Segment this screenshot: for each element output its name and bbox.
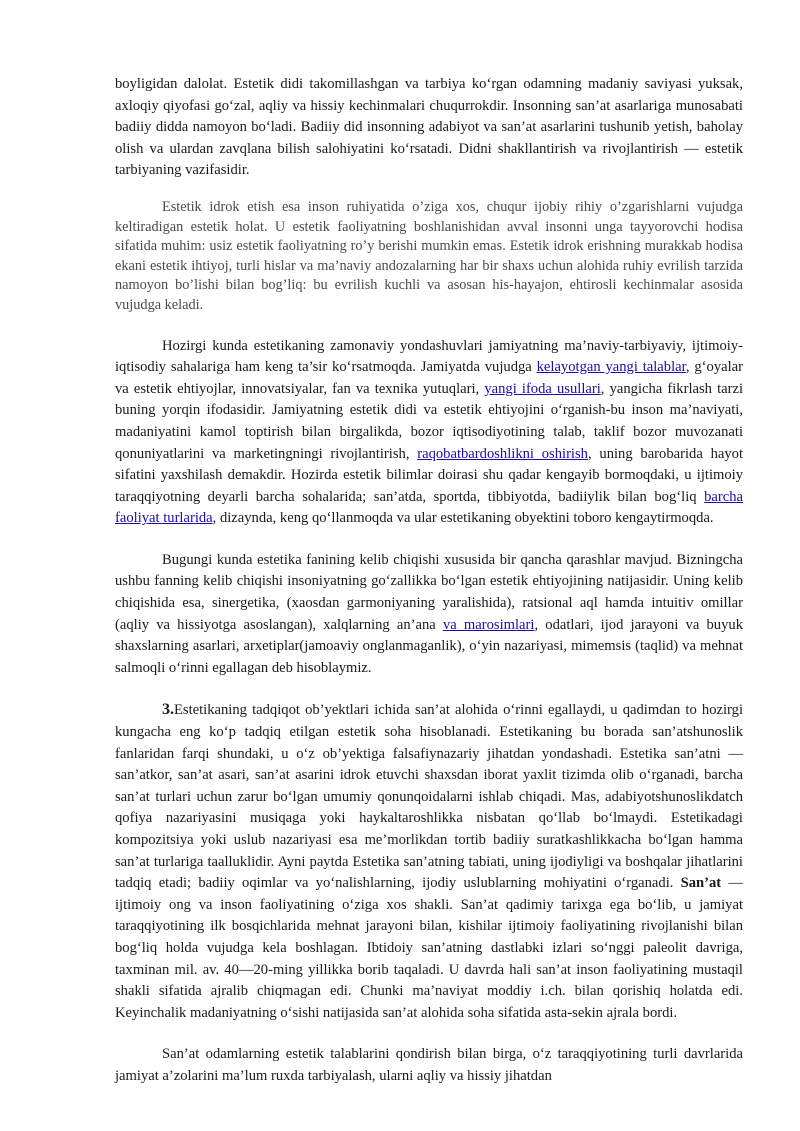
paragraph-art-research [115, 699, 743, 1024]
link-new-expression-methods[interactable]: yangi ifoda usullari [484, 380, 601, 397]
document-page [115, 74, 743, 1108]
text-run: , odatlari, ijod jarayoni va buyuk shaxslarning asarlari, arxetiplar(jamoaviy onglanmaganlik), o‘yin nazariyasi, mimemsis (taqlid) va mehnat salmoqli o‘rinni egallagan deb hisoblaymiz. [115, 616, 743, 676]
paragraph-art-needs: San’at odamlarning estetik talablarini qondirish bilan birga, o‘z taraqqiyotining turli davrlarida jamiyat a’zolarini ma’lum ruxda tarbiyalash, ularni aqliy va hissiy jihatdan [115, 1046, 743, 1084]
link-new-demands[interactable]: kelayotgan yangi talablar [536, 359, 686, 376]
text-run: Estetikaning tadqiqot ob’yektlari ichida san’at alohida o‘rinni egallaydi, u qadimdan to hozirgi kungacha eng ko‘p tadqiq etilgan estetik soha hisoblanadi. Estetikaning bu borada san’atshunoslik fanlaridan farqi shundaki, u o‘z ob’yektiga falsafiynazariy jihatdan yondashadi. Estetika san’atni — san’atkor, san’at asari, san’at asarini idrok etuvchi shaxsdan iborat yaxlit tizimda olib o‘rganadi, barcha san’at turlari uchun zarur bo‘lgan umumiy qonunqoidalarni ishlab chiqadi. Mas, adabiyotshunoslikdatch qofiya nazariyasini musiqaga yoki haykaltaroshlikka nisbatan qo‘llab bo‘lmaydi. Estetikadagi kompozitsiya yoki uslub nazariyasi esa me’morlikdan tortib badiiy suratkashlikkacha bo‘lgan hamma san’at turlariga taalluklidir. Ayni paytda Estetika san’atning tabiati, uning ijodiyligi va boshqalar jihatlarini tadqiq etadi; badiiy oqimlar va yo‘nalishlarning, ijodiy uslublarning mohiyatini o‘rganadi. [115, 702, 743, 892]
section-number: 3. [162, 701, 174, 719]
text-run: , dizaynda, keng qo‘llanmoqda va ular estetikaning obyektini toboro kengaytirmoqda. [212, 510, 714, 527]
text-run: Hozirgi kunda estetikaning zamonaviy yondashuvlari jamiyatning ma’naviy-tarbiyaviy, ijtimoiy-iqtisodiy sahalariga ham keng ta’sir ko‘rsatmoqda. Jamiyatda vujudga [115, 337, 743, 376]
text-run: , yangicha fikrlash tarzi buning yorqin ifodasidir. Jamiyatning estetik didi va estetik ehtiyojini o‘rganish-bu inson ma’naviyati, madaniyatini kamol toptirish bilan birgalikda, bozor iqtisodiyotining talab, taklif bozor muvozanati qonuniyatlarini va marketingningi rivojlantirish, [115, 380, 744, 462]
link-competitiveness[interactable]: raqobatbardoshlikni oshirish [417, 445, 588, 462]
paragraph-aesthetic-perception: Estetik idrok etish esa inson ruhiyatida o’ziga xos, chuqur ijobiy rihiy o’zgarishlarni vujudga keltiradigan estetik holat. U estetik faoliyatning boshlanishidan avval insonni unga tayyorovchi hodisa sifatida muhim: usiz estetik faoliyatning ro’y berishi mumkin emas. Estetik idrok erishning murakkab hodisa ekani estetik ihtiyoj, turli hislar va ma’naviy andozalarning har bir shaxs uchun alohida ruhiy evrilish tarzida namoyon bo’lishi bilan bog’liq: bu evrilish kuchli va asosan his-hayajon, ehtirosli kechinmalar asosida vujudga keladi. [115, 198, 743, 313]
link-all-activity-types[interactable]: barcha faoliyat turlarida [115, 488, 743, 527]
paragraph-modern-approaches [115, 336, 743, 530]
paragraph-origin-of-aesthetics [115, 550, 743, 680]
text-run: Bugungi kunda estetika fanining kelib chiqishi xususida bir qancha qarashlar mavjud. Bizningcha ushbu fanning kelib chiqishi insoniyatning go‘zallikka bo‘lgan estetik ehtiyojining natijasidir. Uning kelib chiqishida esa, sinergetika, (xaosdan garmoniyaning yaralishida), ratsional aql hamda intuitiv omillar (aqliy va hissiyotga asoslangan), xalqlarning an’ana [115, 551, 743, 633]
text-run: , g‘oyalar va estetik ehtiyojlar, innovatsiyalar, fan va texnika yutuqlari, [115, 359, 743, 397]
text-run: , uning barobarida hayot sifatini yaxshilash demakdir. Hozirda estetik bilimlar doirasi shu qadar kengayib bormoqdaki, u ijtimoiy taraqqiyotning deyarli barcha sohalarida; san’atda, sportda, tibbiyotda, badiiylik bilan bog‘liq [115, 445, 743, 505]
paragraph-aesthetic-taste: boyligidan dalolat. Estetik didi takomillashgan va tarbiya ko‘rgan odamning madaniy saviyasi yuksak, axloqiy qiyofasi go‘zal, aqliy va hissiy kechinmalari chuqurrokdir. Insonning san’at asarlariga munosabati badiiy didda namoyon bo‘ladi. Badiiy did insonning adabiyot va san’at asarlarini tushunib yetish, baholay olish va ulardan zavqlana bilish salohiyatini ko‘rsatadi. Didni shakllantirish va rivojlantirish — estetik tarbiyaning vazifasidir. [115, 76, 743, 179]
text-run: — ijtimoiy ong va inson faoliyatining o‘ziga xos shakli. San’at qadimiy tarixga ega bo‘lib, u jamiyat taraqqiyotining ilk bosqichlarida mehnat jarayoni bilan, kishilar ijtimoiy faoliyatining rivojlanishi bilan bog‘liq holda vujudga kela boshlagan. Ibtidoiy san’atning dastlabki izlari so‘nggi paleolit davriga, taxminan mil. av. 40—20-ming yillikka borib taqaladi. U davrda hali san’at inson faoliyatining mustaqil shakli sifatida ajralib chiqmagan edi. Chunki ma’naviyat moddiy i.ch. bilan qorishiq holatda edi. Keyinchalik madaniyatning o‘sishi natijasida san’at alohida soha sifatida asta-sekin ajrala bordi. [115, 875, 743, 1021]
link-rituals[interactable]: va marosimlari [442, 616, 535, 633]
term-art-bold: San’at [680, 875, 722, 892]
